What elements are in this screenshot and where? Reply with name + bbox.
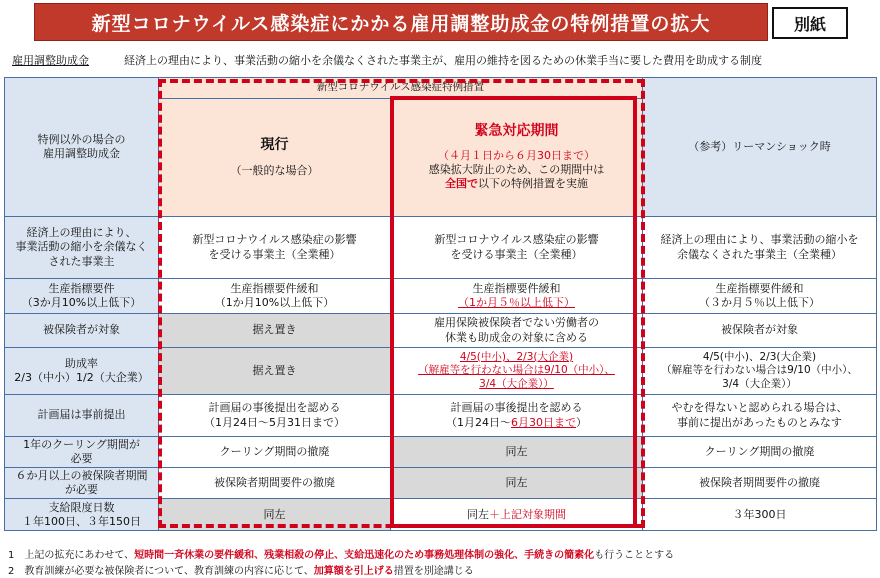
cell-line: （1か月10%以上低下）	[214, 296, 335, 309]
row-label	[5, 314, 159, 348]
cell-line: 生産指標要件緩和	[472, 281, 561, 295]
row-label	[5, 468, 159, 499]
emergency-title: 緊急対応期間	[474, 123, 559, 140]
cell-line-highlight: 4/5(中小)、2/3(大企業)	[459, 350, 574, 363]
cell-line: （1月24日～5月31日まで）	[204, 415, 345, 429]
cell-line: 休業も助成金の対象に含める	[445, 330, 588, 344]
row-label-line: が必要	[65, 483, 98, 497]
cell-line-highlight: （1か月５％以上低下）	[458, 296, 575, 309]
current-cell	[159, 395, 391, 437]
footnote-text: も行うこととする	[594, 550, 675, 561]
cell-line: 新型コロナウイルス感染症の影響	[192, 233, 357, 247]
current-cell	[159, 499, 391, 531]
row-label-line: 2/3（中小）1/2（大企業）	[14, 371, 149, 384]
intro-label: 雇用調整助成金	[12, 54, 89, 67]
cell-text: 同左	[467, 507, 489, 521]
emergency-cell	[391, 468, 643, 499]
row-label	[5, 348, 159, 395]
cell-line: クーリング期間の撤廃	[219, 445, 330, 459]
row-label-line: １年100日、３年150日	[22, 514, 141, 528]
current-cell	[159, 437, 391, 468]
cell-line: 雇用保険被保険者でない労働者の	[434, 316, 599, 330]
cell-line: 据え置き	[252, 323, 297, 337]
current-subtitle: （一般的な場合）	[230, 164, 319, 178]
footnote-text: 措置を別途講じる	[393, 566, 474, 577]
current-cell	[159, 217, 391, 279]
row-label-line: 助成率	[65, 356, 98, 370]
cell-line: クーリング期間の撤廃	[704, 445, 815, 459]
cell-line: 生産指標要件緩和	[715, 281, 804, 295]
footnote-1	[8, 546, 674, 561]
cell-text: ）	[576, 415, 587, 429]
row-label-line: （3か月10%以上低下）	[21, 296, 142, 309]
cell-line: 被保険者期間要件の撤廃	[214, 476, 335, 490]
cell-line	[394, 508, 639, 522]
cell-line: 据え置き	[252, 363, 297, 377]
cell-line: （３か月５％以上低下）	[699, 296, 820, 309]
header-current	[159, 99, 391, 217]
cell-line: 経済上の理由により、事業活動の縮小を	[660, 233, 859, 247]
cell-line: 生産指標要件緩和	[230, 281, 319, 295]
footnote-highlight: 加算額を引上げる	[313, 566, 394, 577]
row-label	[5, 437, 159, 468]
cell-line: 被保険者が対象	[721, 323, 798, 337]
cell-line: 同左	[505, 476, 528, 490]
reference-cell	[643, 395, 877, 437]
current-cell	[159, 348, 391, 395]
row-label-line: 1年のクーリング期間が	[23, 438, 140, 451]
cell-line-highlight: （解雇等を行わない場合は9/10（中小）、	[418, 364, 615, 377]
cell-line: ３年300日	[732, 507, 787, 521]
emergency-period: （４月１日から６月30日まで）	[438, 149, 595, 163]
reference-cell	[643, 217, 877, 279]
reference-cell	[643, 279, 877, 314]
footnote-2	[8, 562, 474, 577]
current-cell	[159, 314, 391, 348]
row-label	[5, 395, 159, 437]
emergency-cell	[391, 279, 643, 314]
row-label-line: された事業主	[48, 254, 115, 268]
emergency-cell	[391, 499, 643, 531]
row-label-line: 被保険者が対象	[43, 323, 120, 337]
cell-line: 同左	[263, 507, 286, 521]
cell-line: 余儀なくされた事業主（全業種）	[677, 247, 842, 261]
cell-line-highlight: 6月30日まで	[511, 415, 576, 429]
cell-line: 事前に提出があったものとみなす	[677, 415, 842, 429]
row-label	[5, 217, 159, 279]
emergency-note-rest: 以下の特例措置を実施	[478, 177, 588, 191]
current-cell	[159, 468, 391, 499]
reference-cell	[643, 468, 877, 499]
cell-line: 新型コロナウイルス感染症の影響	[434, 233, 599, 247]
current-title: 現行	[260, 136, 289, 153]
page-title: 新型コロナウイルス感染症にかかる雇用調整助成金の特例措置の拡大	[34, 3, 768, 41]
cell-line: （解雇等を行わない場合は9/10（中小）、	[661, 364, 858, 377]
cell-line: 4/5(中小)、2/3(大企業)	[702, 350, 817, 363]
emergency-note: 感染拡大防止のため、この期間中は	[428, 163, 605, 177]
footnote-text: 教育訓練が必要な被保険者について、教育訓練の内容に応じて、	[24, 566, 314, 577]
cell-line: やむを得ないと認められる場合は、	[671, 401, 848, 415]
cell-line: を受ける事業主（全業種）	[208, 247, 341, 261]
row-label-line: 経済上の理由により、	[26, 226, 137, 240]
row-label-line: 計画届は事前提出	[37, 408, 126, 422]
row-label-line: 生産指標要件	[48, 281, 115, 295]
row-label	[5, 499, 159, 531]
cell-line-highlight: ＋上記対象期間	[489, 507, 566, 521]
reference-cell	[643, 314, 877, 348]
intro-text: 経済上の理由により、事業活動の縮小を余儀なくされた事業主が、雇用の維持を図るための休業手当に要した費用を助成する制度	[124, 54, 762, 67]
footnote-number: 2	[8, 566, 15, 577]
emergency-cell	[391, 348, 643, 395]
row-label-line: 事業活動の縮小を余儀なく	[15, 240, 148, 254]
emergency-cell	[391, 437, 643, 468]
emergency-cell	[391, 395, 643, 437]
header-special-band: 新型コロナウイルス感染症特例措置	[159, 78, 643, 99]
footnote-number: 1	[8, 550, 15, 561]
comparison-table	[4, 77, 877, 531]
row-label-line: 支給限度日数	[48, 500, 115, 514]
cell-line: 被保険者期間要件の撤廃	[699, 476, 820, 490]
cell-line	[394, 416, 639, 430]
header-emergency	[391, 99, 643, 217]
header-left	[5, 78, 159, 217]
cell-line-highlight: 3/4（大企業））	[479, 377, 554, 390]
cell-line: 計画届の事後提出を認める	[208, 401, 341, 415]
cell-line: 計画届の事後提出を認める	[450, 401, 583, 415]
header-reference: （参考）リーマンショック時	[643, 78, 877, 217]
reference-cell	[643, 348, 877, 395]
emergency-note-bold: 全国で	[445, 177, 478, 191]
row-label	[5, 279, 159, 314]
row-label-line: 必要	[70, 452, 93, 466]
emergency-cell	[391, 217, 643, 279]
cell-line: 同左	[505, 445, 528, 459]
header-left-line: 特例以外の場合の	[37, 132, 126, 146]
header-left-line: 雇用調整助成金	[43, 147, 120, 160]
emergency-note	[394, 177, 639, 191]
row-label-line: ６か月以上の被保険者期間	[15, 469, 148, 483]
appendix-label: 別紙	[772, 7, 848, 39]
reference-cell	[643, 437, 877, 468]
footnote-highlight: 短時間一斉休業の要件緩和、残業相殺の停止、支給迅速化のため事務処理体制の強化、手続きの簡素化	[134, 550, 595, 561]
cell-line: を受ける事業主（全業種）	[450, 247, 583, 261]
emergency-cell	[391, 314, 643, 348]
current-cell	[159, 279, 391, 314]
footnote-text: 上記の拡充にあわせて、	[24, 550, 135, 561]
cell-line: 3/4（大企業））	[722, 377, 797, 390]
cell-text: （1月24日～	[446, 415, 511, 429]
reference-cell	[643, 499, 877, 531]
